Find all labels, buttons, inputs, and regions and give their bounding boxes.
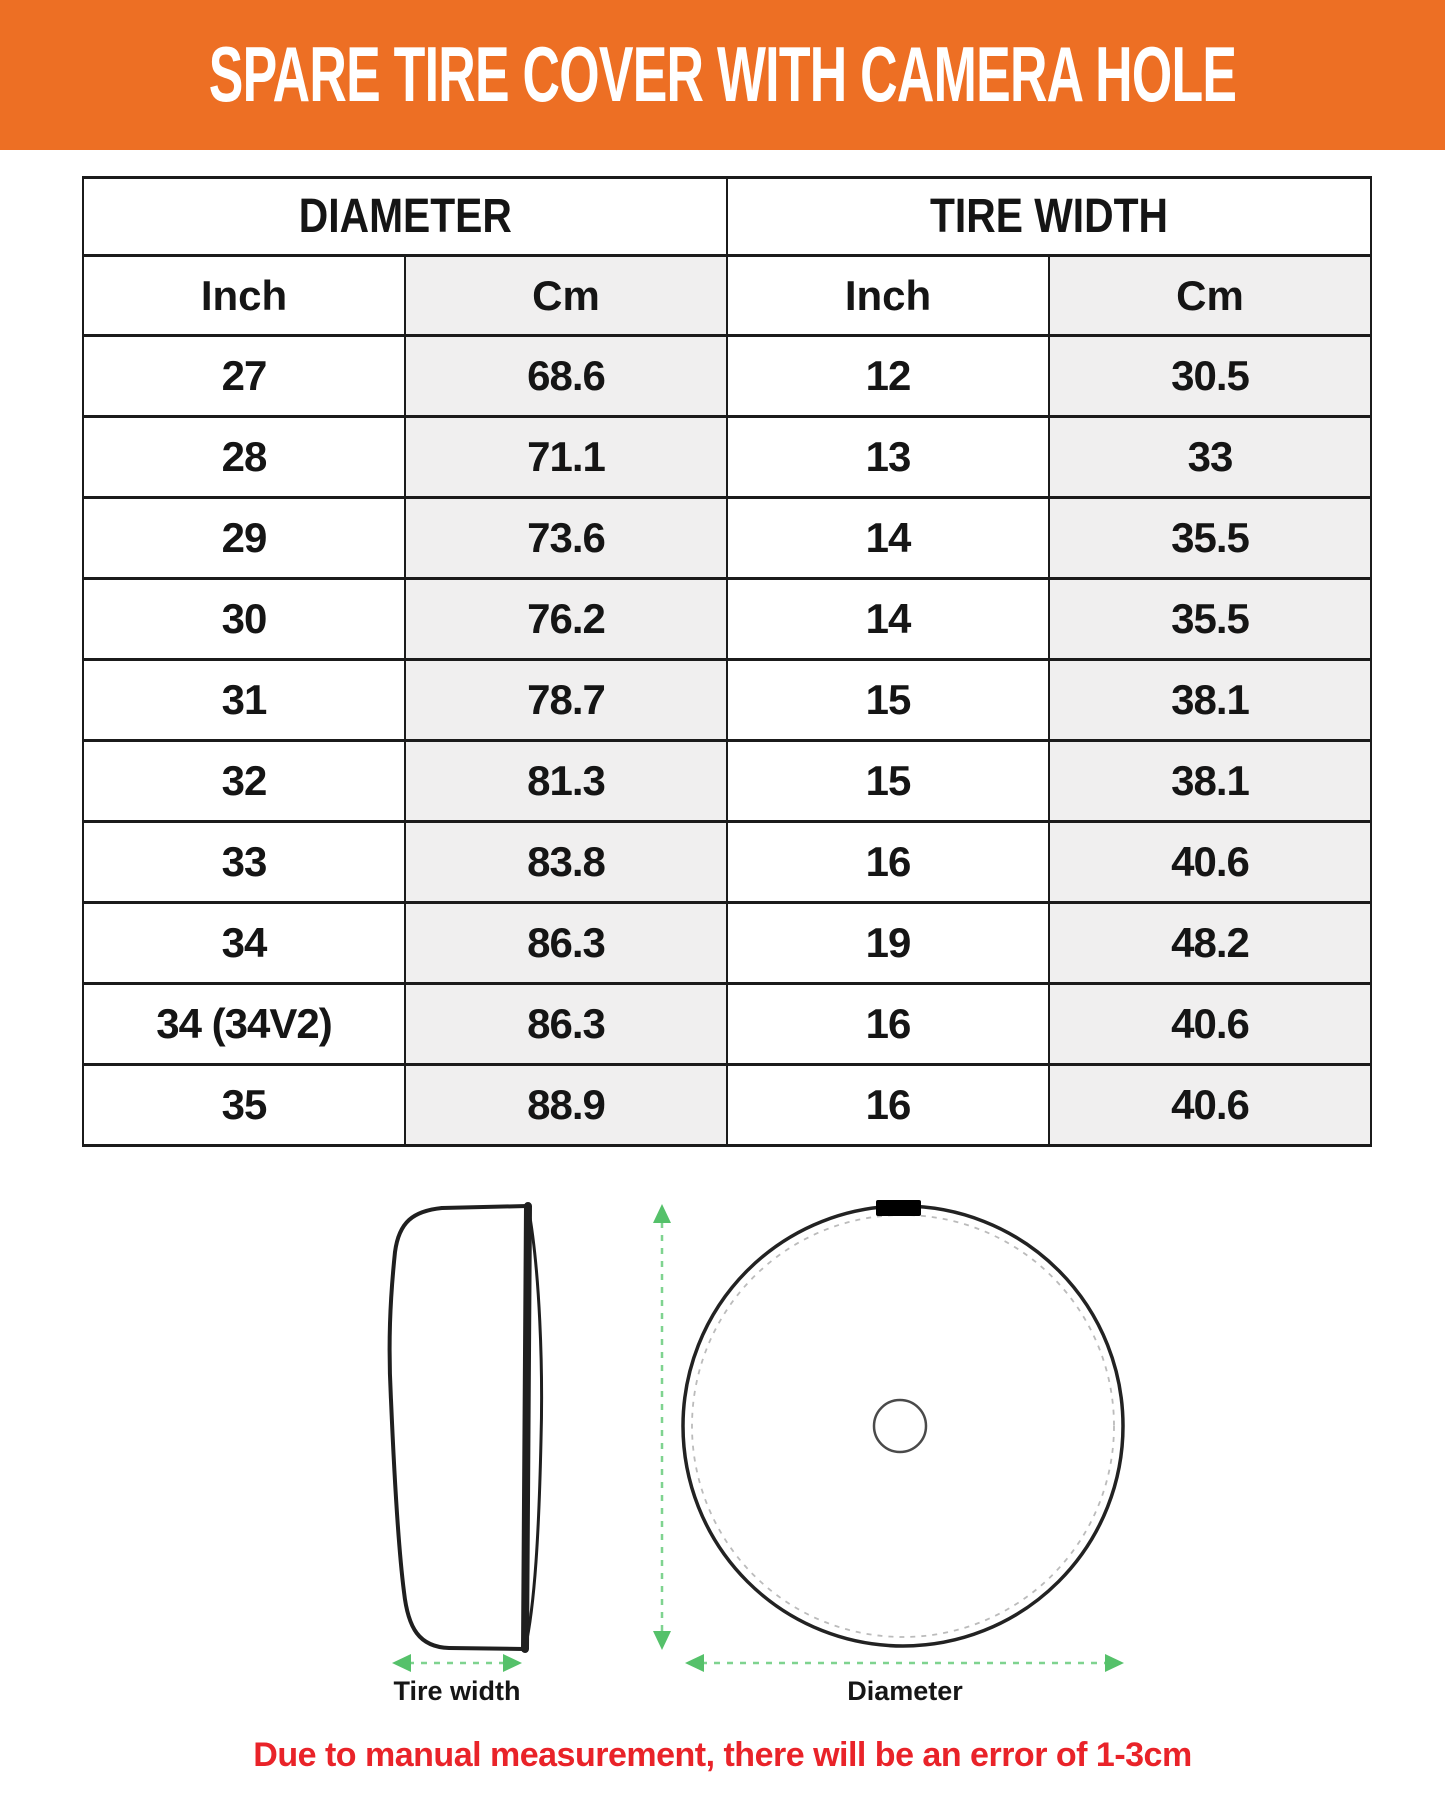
cell-value: 19: [727, 903, 1049, 984]
table-row: [83, 417, 1371, 498]
cell-value: 40.6: [1049, 984, 1371, 1065]
cell-value: 29: [83, 498, 405, 579]
cell-value: 34 (34V2): [83, 984, 405, 1065]
page-title: SPARE TIRE COVER WITH CAMERA HOLE: [208, 31, 1237, 119]
column-header-label: Inch: [200, 271, 288, 319]
column-header-diameter-inch: [83, 256, 405, 336]
tire-measurement-diagram: [0, 1147, 1445, 1809]
group-header-row: [83, 178, 1371, 256]
table-row: [83, 660, 1371, 741]
cell-value: 13: [727, 417, 1049, 498]
group-header-diameter-label: DIAMETER: [298, 190, 512, 243]
cell-value: 81.3: [405, 741, 727, 822]
cell-value: 33: [1049, 417, 1371, 498]
diameter-vertical-arrow: [653, 1204, 671, 1650]
cell-value: 31: [83, 660, 405, 741]
cell-value: 73.6: [405, 498, 727, 579]
cell-value: 83.8: [405, 822, 727, 903]
cell-value: 16: [727, 822, 1049, 903]
tire-side-view: [390, 1206, 542, 1649]
cell-value: 16: [727, 984, 1049, 1065]
column-header-label: Cm: [1176, 271, 1244, 319]
cell-value: 15: [727, 741, 1049, 822]
group-header-diameter: [83, 178, 727, 256]
tire-front-view: [683, 1200, 1123, 1646]
group-header-tire-width-label: TIRE WIDTH: [930, 190, 1168, 243]
tire-face-edge: [525, 1206, 528, 1649]
tire-width-label: Tire width: [393, 1676, 521, 1706]
column-header-width-inch: [727, 256, 1049, 336]
column-header-label: Inch: [844, 271, 932, 319]
column-header-label: Cm: [532, 271, 600, 319]
cell-value: 16: [727, 1065, 1049, 1146]
table-row: [83, 1065, 1371, 1146]
cell-value: 71.1: [405, 417, 727, 498]
table-row: [83, 984, 1371, 1065]
cell-value: 86.3: [405, 984, 727, 1065]
cell-value: 38.1: [1049, 741, 1371, 822]
group-header-tire-width: [727, 178, 1371, 256]
column-header-diameter-cm: [405, 256, 727, 336]
table-row: [83, 822, 1371, 903]
cell-value: 40.6: [1049, 1065, 1371, 1146]
table-row: [83, 579, 1371, 660]
diameter-label: Diameter: [847, 1676, 963, 1706]
table-row: [83, 498, 1371, 579]
cell-value: 35.5: [1049, 579, 1371, 660]
cell-value: 35: [83, 1065, 405, 1146]
subheader-row: [83, 256, 1371, 336]
cell-value: 28: [83, 417, 405, 498]
cell-value: 12: [727, 336, 1049, 417]
cell-value: 30.5: [1049, 336, 1371, 417]
cell-value: 30: [83, 579, 405, 660]
tire-width-arrow: [392, 1654, 522, 1672]
cell-value: 33: [83, 822, 405, 903]
header-banner: [0, 0, 1445, 150]
cell-value: 86.3: [405, 903, 727, 984]
camera-hole: [874, 1400, 926, 1452]
cell-value: 34: [83, 903, 405, 984]
cell-value: 40.6: [1049, 822, 1371, 903]
cell-value: 78.7: [405, 660, 727, 741]
table-row: [83, 903, 1371, 984]
cell-value: 35.5: [1049, 498, 1371, 579]
cell-value: 88.9: [405, 1065, 727, 1146]
top-notch: [876, 1200, 921, 1216]
table-row: [83, 336, 1371, 417]
cell-value: 14: [727, 579, 1049, 660]
cell-value: 68.6: [405, 336, 727, 417]
diameter-arrow: [685, 1654, 1124, 1672]
column-header-width-cm: [1049, 256, 1371, 336]
cell-value: 32: [83, 741, 405, 822]
cell-value: 27: [83, 336, 405, 417]
cell-value: 76.2: [405, 579, 727, 660]
cell-value: 14: [727, 498, 1049, 579]
measurement-error-note: Due to manual measurement, there will be an error of 1-3cm: [253, 1736, 1192, 1774]
size-chart-table: [82, 176, 1372, 1147]
cell-value: 48.2: [1049, 903, 1371, 984]
cell-value: 15: [727, 660, 1049, 741]
cell-value: 38.1: [1049, 660, 1371, 741]
table-row: [83, 741, 1371, 822]
